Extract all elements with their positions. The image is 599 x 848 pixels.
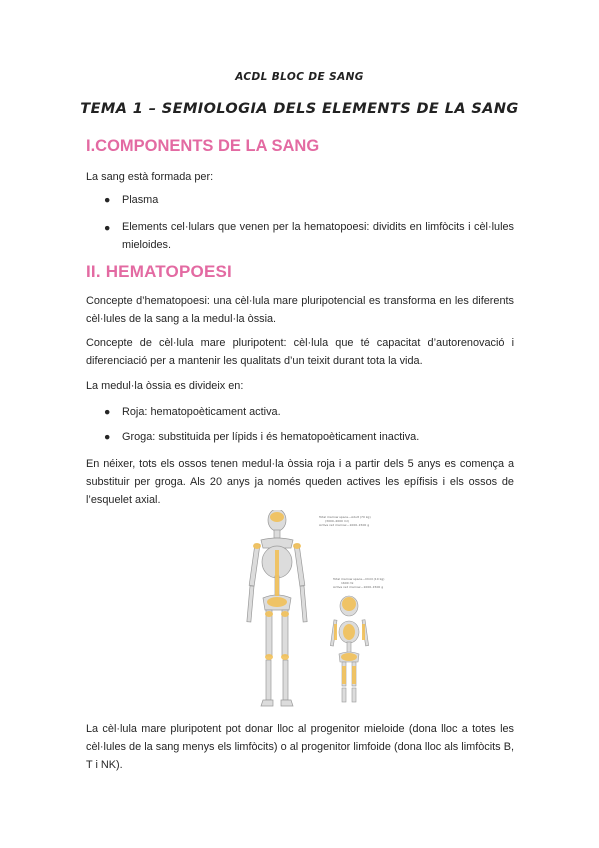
adult-caption-line-1: Total marrow space—Adult (70 kg) — [319, 515, 371, 519]
child-caption-line-1: Total marrow space—Child (10 kg) — [333, 577, 385, 581]
skeleton-figure — [233, 510, 393, 710]
paragraph-hematopoesi-concept: Concepte d’hematopoesi: una cèl·lula mare pluripotencial es transforma en les diferents cèl·lules de la sang a la medul·la òssia. — [86, 295, 514, 325]
paragraph-stem-cell-concept: Concepte de cèl·lula mare pluripotent: cèl·lula que té capacitat d’autorenovació i diferenciació per a mantenir les qualitats d’un teixit durant tota la vida. — [86, 337, 514, 367]
bullet-plasma: Plasma — [122, 194, 159, 206]
child-caption-line-3: Active red marrow—1000–1500 g — [333, 585, 384, 589]
bullet-icon: ● — [104, 431, 111, 443]
document-title: TEMA 1 – SEMIOLOGIA DELS ELEMENTS DE LA SANG — [80, 101, 519, 117]
document-subtitle: ACDL BLOC DE SANG — [235, 71, 364, 83]
paragraph-marrow-division: La medul·la òssia es divideix en: — [86, 380, 244, 392]
figure-captions — [318, 515, 384, 589]
section1-intro: La sang està formada per: — [86, 171, 214, 183]
bullet-icon: ● — [104, 194, 111, 206]
bullet-cellular-elements: Elements cel·lulars que venen per la hematopoesi: dividits en limfòcits i cèl·lules mieloides. — [122, 221, 514, 251]
bullet-icon: ● — [104, 406, 111, 418]
bullet-yellow-marrow: Groga: substituida per lípids i és hematopoèticament inactiva. — [122, 431, 420, 443]
child-skeleton — [330, 596, 368, 702]
bullet-icon: ● — [104, 222, 111, 234]
paragraph-progenitors: La cèl·lula mare pluripotent pot donar lloc al progenitor mieloide (dona lloc a totes les cèl·lules de la sang menys els limfòcits) o al progenitor limfoide (dona lloc als limfòcits B, T i NK). — [86, 723, 514, 771]
section-heading-hematopoesi: II. HEMATOPOESI — [86, 262, 232, 281]
section-heading-components: I.COMPONENTS DE LA SANG — [86, 137, 320, 155]
adult-caption-line-3: Active red marrow—1000–1500 g — [319, 523, 370, 527]
adult-skeleton — [247, 510, 307, 706]
bullet-red-marrow: Roja: hematopoèticament activa. — [122, 406, 281, 418]
paragraph-marrow-age: En néixer, tots els ossos tenen medul·la òssia roja i a partir dels 5 anys es comença a substituir per groga. Als 20 anys ja només queden actives les epífisis i els ossos de l’esquelet axial. — [86, 458, 514, 506]
adult-caption-line-2: (3000–4000 ml) — [325, 519, 349, 523]
child-caption-line-2: 1600 ml — [341, 581, 354, 585]
